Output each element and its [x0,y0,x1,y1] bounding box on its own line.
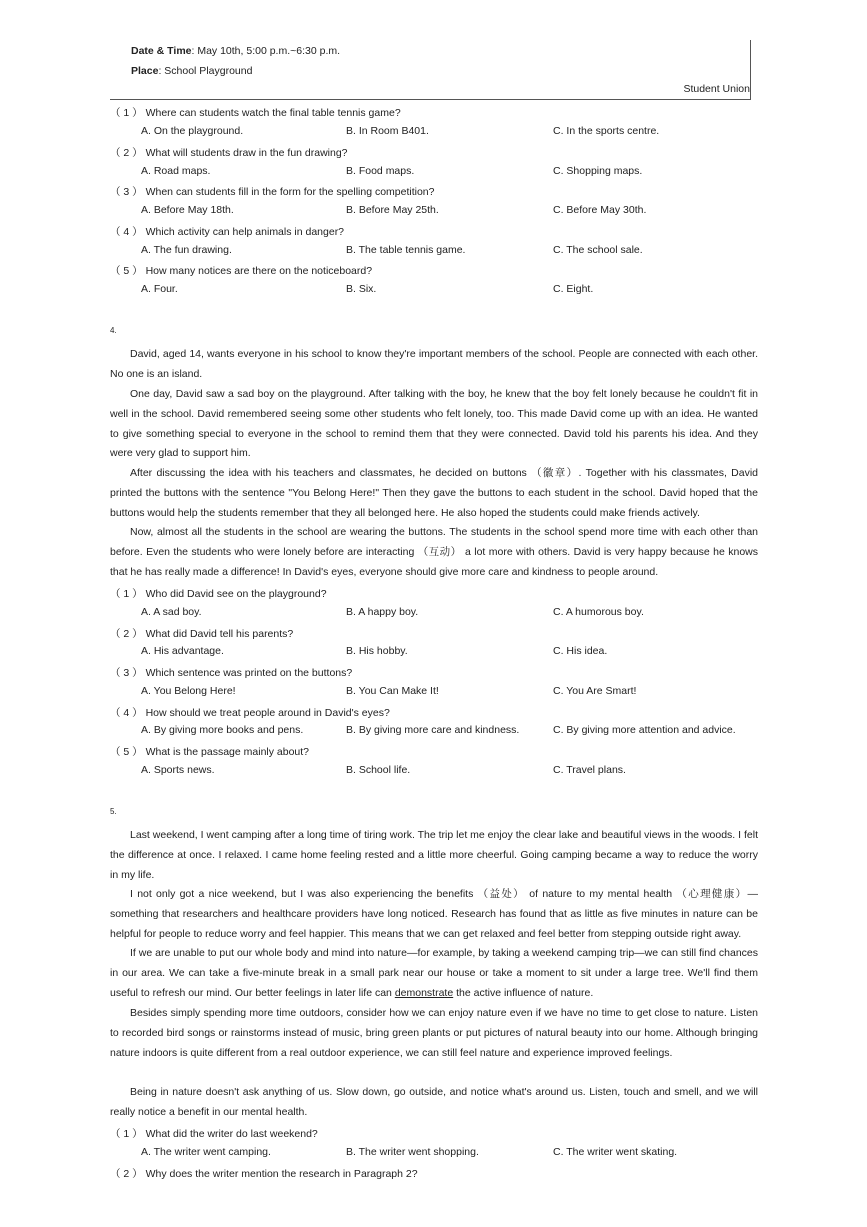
passage-paragraph: If we are unable to put our whole body and mind into nature—for example, by taking a weekend camping trip—we can still find chances in our area. We can take a five-minute break in a small park near our house or take a moment to sit under a large tree. We'll find them useful to refresh our mind. Our better feelings in later life can demonstrate the active influence of nature. [110,947,758,999]
section-number: 5. [110,807,117,816]
option-c[interactable]: C. The writer went skating. [553,1146,678,1158]
option-b[interactable]: B. Food maps. [346,165,415,177]
option-c[interactable]: C. Eight. [553,283,594,295]
passage-paragraph: Being in nature doesn't ask anything of us. Slow down, go outside, and notice what's around us. Listen, touch and smell, and we will really notice a benefit in our mental health. [110,1086,758,1118]
passage-paragraph: Now, almost all the students in the school are wearing the buttons. The students in the school spend more time with each other than before. Even the students who were lonely before are interacting （互动） a lot more with others. David is very happy because he knows that he has really made a difference! In David's eyes, everyone should give more care and kindness to people around. [110,526,758,578]
option-a[interactable]: A. His advantage. [141,645,224,657]
option-a[interactable]: A. The writer went camping. [141,1146,271,1158]
question-stem: （ 3 ） Which sentence was printed on the buttons? [110,667,353,679]
notice-signature: Student Union [683,83,750,95]
option-c[interactable]: C. By giving more attention and advice. [553,724,736,736]
option-b[interactable]: B. The table tennis game. [346,244,466,256]
notice-place: Place: School Playground [131,65,253,77]
question-stem: （ 4 ） Which activity can help animals in danger? [110,226,345,238]
option-a[interactable]: A. Before May 18th. [141,204,234,216]
option-c[interactable]: C. Shopping maps. [553,165,643,177]
notice-box [110,40,751,100]
option-b[interactable]: B. By giving more care and kindness. [346,724,520,736]
question-stem: （ 1 ） Who did David see on the playground? [110,588,327,600]
option-c[interactable]: C. A humorous boy. [553,606,644,618]
option-b[interactable]: B. A happy boy. [346,606,419,618]
question-stem: （ 5 ） How many notices are there on the noticeboard? [110,265,373,277]
notice-date: Date & Time: May 10th, 5:00 p.m.~6:30 p.m. [131,45,341,57]
passage-paragraph: After discussing the idea with his teachers and classmates, he decided on buttons （徽章）. Together with his classmates, David printed the buttons with the sentence "You Belong Here!" Then they gave the buttons to each student in the school. David hoped that the buttons would help the students remember that they all belonged here. He also hoped the students could make friends actively. [110,467,758,519]
question-stem: （ 1 ） Where can students watch the final table tennis game? [110,107,401,119]
option-a[interactable]: A. Four. [141,283,178,295]
option-b[interactable]: B. The writer went shopping. [346,1146,479,1158]
option-a[interactable]: A. The fun drawing. [141,244,232,256]
passage-paragraph: David, aged 14, wants everyone in his school to know they're important members of the school. People are connected with each other. No one is an island. [110,348,758,380]
question-stem: （ 5 ） What is the passage mainly about? [110,746,310,758]
section-number: 4. [110,326,117,335]
passage-paragraph: One day, David saw a sad boy on the playground. After talking with the boy, he knew that the boy felt lonely because he couldn't fit in well in the school. David remembered seeing some other students who felt lonely, too. This made David come up with an idea. He wanted to give something special to everyone in the school to remind them that they were connected. David told his parents his idea. And they were very glad to support him. [110,388,758,460]
option-c[interactable]: C. In the sports centre. [553,125,660,137]
option-b[interactable]: B. In Room B401. [346,125,429,137]
question-stem: （ 2 ） Why does the writer mention the research in Paragraph 2? [110,1168,418,1180]
passage-paragraph: I not only got a nice weekend, but I was also experiencing the benefits （益处） of nature to my mental health （心理健康）—something that researchers and healthcare providers have long noticed. Research has found that as little as five minutes in nature can be helpful for people to reduce worry and feel happier. This means that we can get relaxed and feel better from stepping outside right away. [110,888,758,940]
option-c[interactable]: C. Before May 30th. [553,204,647,216]
option-a[interactable]: A. A sad boy. [141,606,202,618]
option-c[interactable]: C. His idea. [553,645,608,657]
question-stem: （ 3 ） When can students fill in the form for the spelling competition? [110,186,435,198]
passage-paragraph: Besides simply spending more time outdoors, consider how we can enjoy nature even if we have no time to get close to nature. Listen to recorded bird songs or rainstorms instead of music, bring green plants or put pictures of natural beauty into our home. Although bringing nature indoors is quite different from a real outdoor experience, we can still feel nature and experience improved feelings. [110,1007,758,1059]
option-a[interactable]: A. Sports news. [141,764,215,776]
underlined-word: demonstrate [394,986,454,999]
option-b[interactable]: B. His hobby. [346,645,408,657]
option-b[interactable]: B. You Can Make It! [346,685,439,697]
option-b[interactable]: B. Before May 25th. [346,204,439,216]
question-stem: （ 1 ） What did the writer do last weekend? [110,1128,318,1140]
option-c[interactable]: C. You Are Smart! [553,685,637,697]
option-a[interactable]: A. You Belong Here! [141,685,236,697]
option-a[interactable]: A. Road maps. [141,165,211,177]
question-stem: （ 4 ） How should we treat people around in David's eyes? [110,707,390,719]
option-c[interactable]: C. Travel plans. [553,764,626,776]
question-stem: （ 2 ） What will students draw in the fun drawing? [110,147,348,159]
option-b[interactable]: B. School life. [346,764,411,776]
option-a[interactable]: A. On the playground. [141,125,244,137]
option-a[interactable]: A. By giving more books and pens. [141,724,304,736]
passage-paragraph: Last weekend, I went camping after a long time of tiring work. The trip let me enjoy the clear lake and beautiful views in the woods. I felt the difference at once. I relaxed. I came home feeling rested and a little more cheerful. Going camping became a way to reduce the worry in my life. [110,829,758,881]
option-b[interactable]: B. Six. [346,283,377,295]
option-c[interactable]: C. The school sale. [553,244,643,256]
question-stem: （ 2 ） What did David tell his parents? [110,628,294,640]
